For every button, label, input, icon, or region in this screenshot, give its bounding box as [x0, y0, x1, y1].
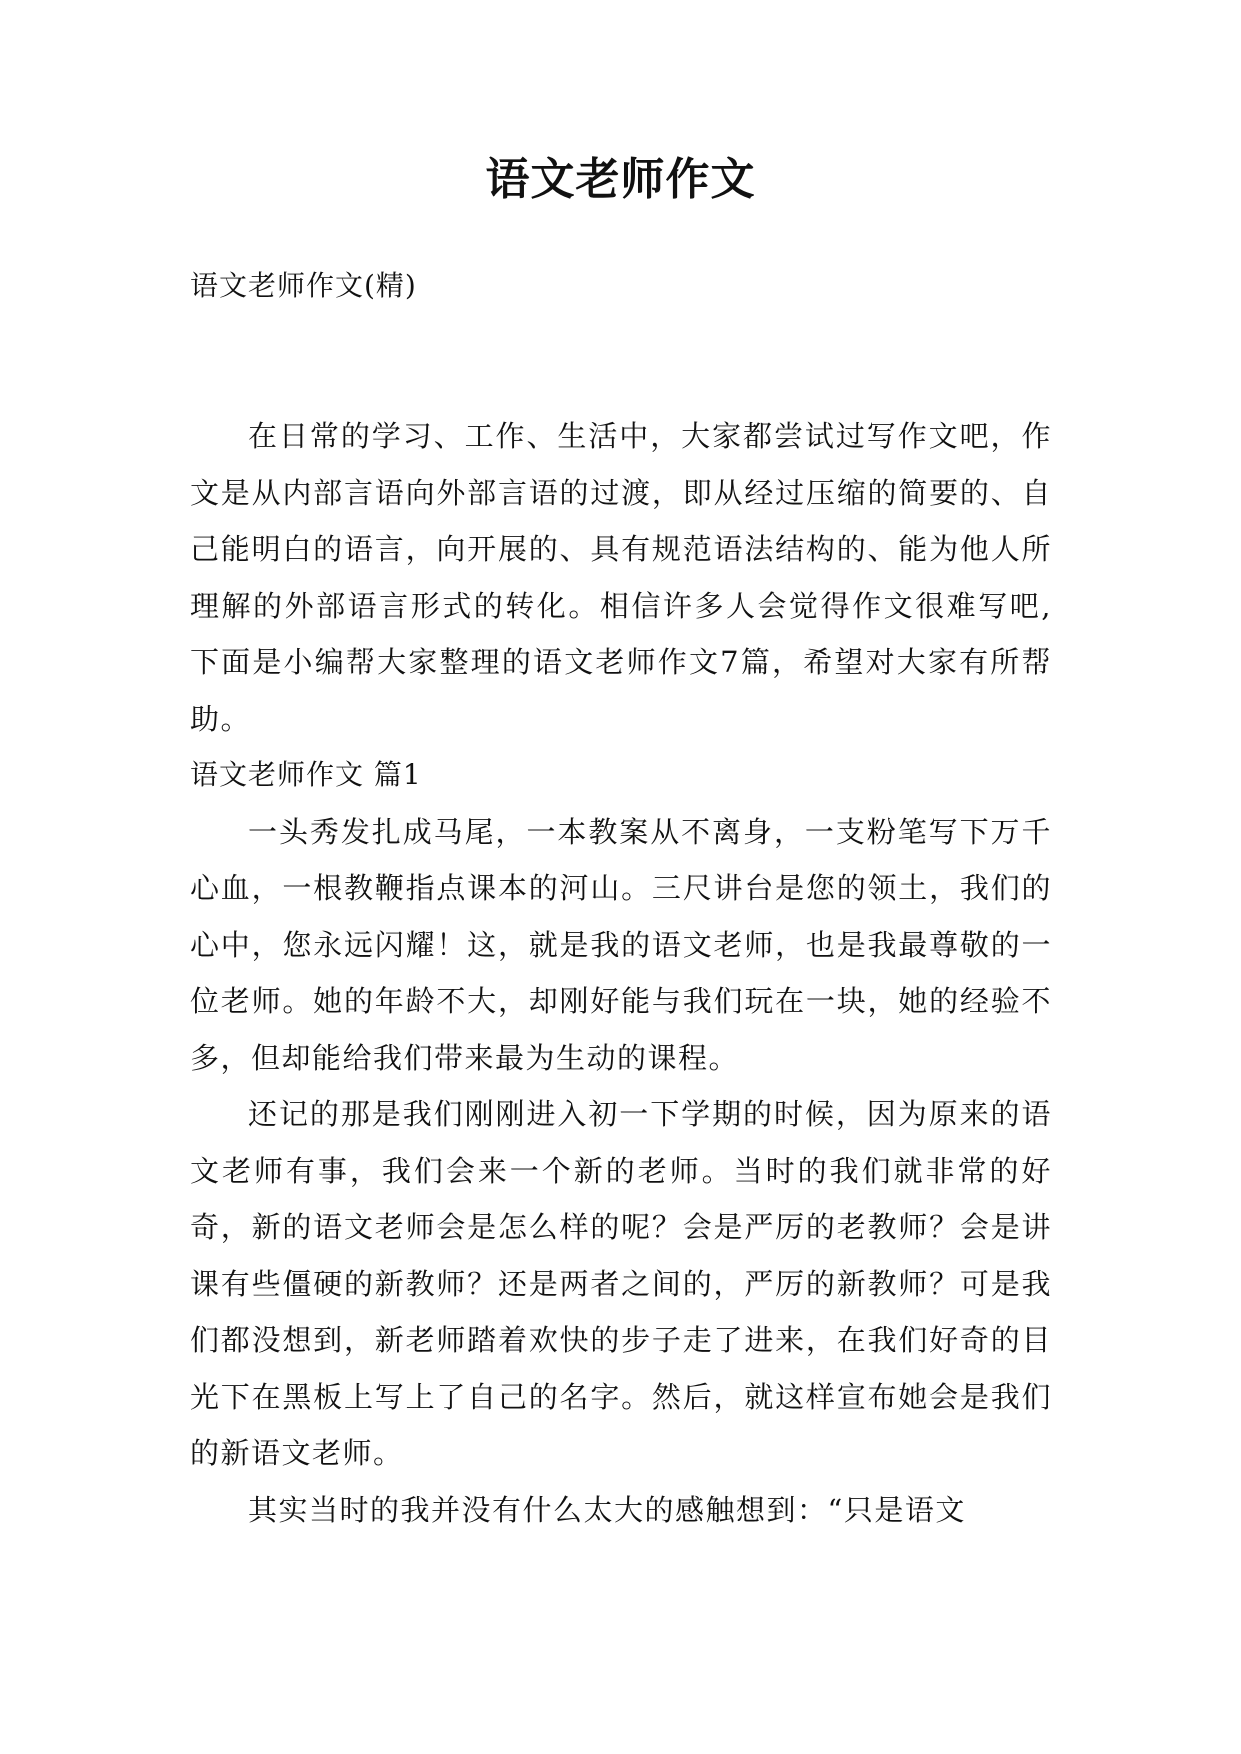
body-paragraph: 其实当时的我并没有什么太大的感触想到：“只是语文	[248, 1492, 966, 1527]
section-heading: 语文老师作文 篇1	[190, 758, 422, 791]
body-paragraph: 还记的那是我们刚刚进入初一下学期的时候，因为原来的语文老师有事，我们会来一个新的老师。当时的我们就非常的好奇，新的语文老师会是怎么样的呢？会是严厉的老教师？会是讲课有些僵硬的新教师？还是两者之间的，严厉的新教师？可是我们都没想到，新老师踏着欢快的步子走了进来，在我们好奇的目光下在黑板上写上了自己的名字。然后，就这样宣布她会是我们的新语文老师。	[190, 1097, 1052, 1470]
intro-paragraph: 在日常的学习、工作、生活中，大家都尝试过写作文吧，作文是从内部言语向外部言语的过渡，即从经过压缩的简要的、自己能明白的语言，向开展的、具有规范语法结构的、能为他人所理解的外部语言形式的转化。相信许多人会觉得作文很难写吧,下面是小编帮大家整理的语文老师作文7篇，希望对大家有所帮助。	[190, 419, 1052, 736]
document-title: 语文老师作文	[485, 154, 756, 205]
document-body	[190, 408, 1052, 1538]
body-paragraph: 一头秀发扎成马尾，一本教案从不离身，一支粉笔写下万千心血，一根教鞭指点课本的河山。三尺讲台是您的领土，我们的心中，您永远闪耀！这，就是我的语文老师，也是我最尊敬的一位老师。她的年龄不大，却刚好能与我们玩在一块，她的经验不多，但却能给我们带来最为生动的课程。	[190, 814, 1052, 1075]
document-subtitle: 语文老师作文(精)	[190, 269, 417, 302]
